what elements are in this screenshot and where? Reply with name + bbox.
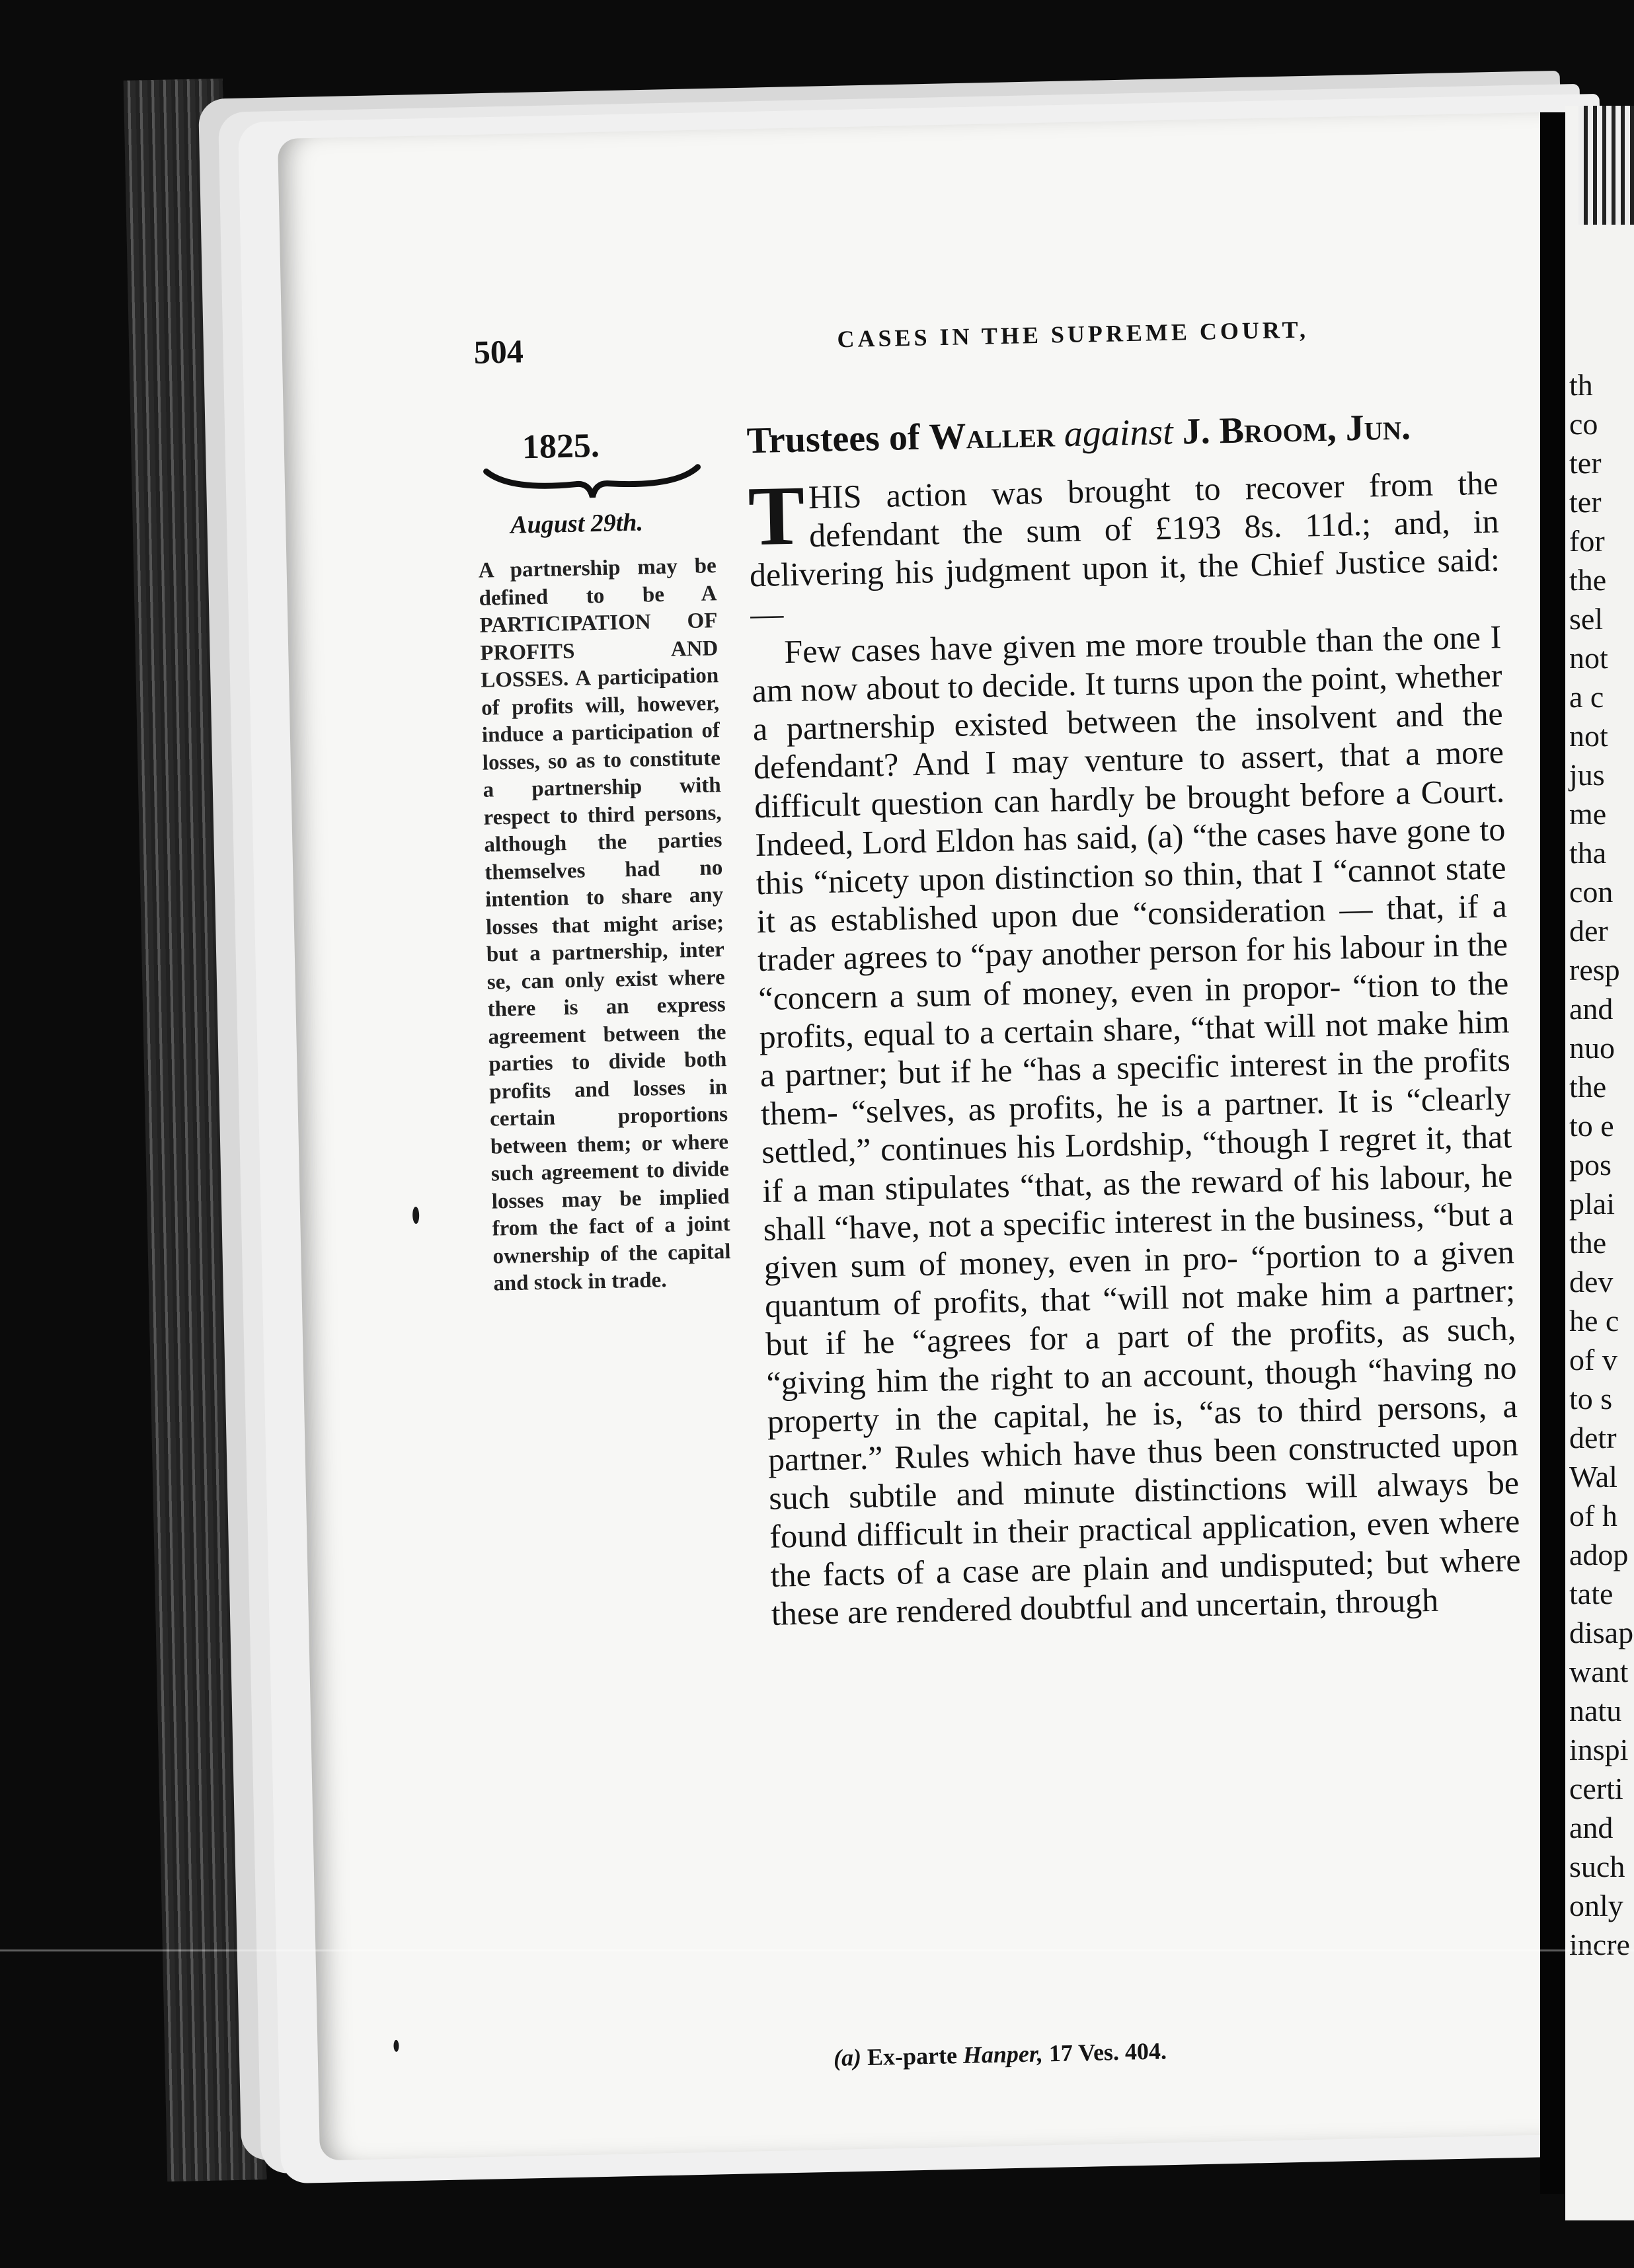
facing-page-fragment: th	[1569, 368, 1593, 402]
facing-page-fragment: Wal	[1569, 1460, 1617, 1493]
ink-speck	[393, 2040, 399, 2052]
facing-page-fragment: nuo	[1569, 1031, 1615, 1065]
facing-page-fragment: certi	[1569, 1772, 1623, 1805]
facing-page-fragment: detr	[1569, 1421, 1617, 1455]
facing-page-fragment: dev	[1569, 1265, 1614, 1299]
ink-speck	[412, 1207, 420, 1224]
footnote-name: Hanper,	[962, 2040, 1044, 2068]
case-year: 1825.	[522, 426, 600, 467]
case-versus: against	[1064, 411, 1174, 455]
running-head: CASES IN THE SUPREME COURT,	[837, 316, 1309, 353]
facing-page-fragment: disap	[1569, 1616, 1634, 1649]
footnote-source: Ex-parte	[867, 2042, 958, 2070]
facing-page-fragment: of h	[1569, 1499, 1617, 1532]
facing-page-fragment: a c	[1569, 680, 1604, 714]
footnote	[834, 2037, 1167, 2072]
facing-page-fragment: the	[1569, 1226, 1607, 1260]
facing-page-fragment: adop	[1569, 1538, 1629, 1571]
facing-page-fragment: for	[1569, 524, 1605, 558]
case-title-prefix: Trustees of	[746, 416, 921, 462]
facing-page-fragment: want	[1569, 1655, 1629, 1688]
case-defendant: J. Broom, Jun.	[1182, 406, 1411, 453]
facing-page-fragment: jus	[1569, 758, 1605, 792]
footnote-citation: 17 Ves. 404.	[1048, 2037, 1167, 2067]
facing-page-fragment: natu	[1569, 1694, 1622, 1727]
facing-page-fragment: of v	[1569, 1343, 1617, 1377]
judgment-paragraph: Few cases have given me more trouble than the one I am now about to decide. It turns upon the point, whether a partnership existed between the insolvent and the defendant? And I may venture to assert, that a more difficult question can hardly be brought before a Court. Indeed, Lord Eldon has said, (a) “the cases have gone to this “nicety upon distinction so thin, that I “cannot state it as established upon due “consideration — that, if a trader agrees to “pay another person for his labour in the “concern a sum of money, even in propor- “tion to the profits, equal to a certain share, “that will not make him a partner; but if he “has a specific interest in the profits them- “selves, as profits, he is a partner. It is “clearly settled,” continues his Lordship, “though I regret it, that if a man stipulates “that, as the reward of his labour, he shall “have, not a specific interest in the business, “but a given sum of money, even in pro- “portion to a given quantum of profits, that “will not make him a partner; but if he “agrees for a part of the profits, as such, “giving him the right to an account, though “having no property in the capital, he is, “as to third persons, a partner.” Rules which have thus been constructed upon such subtile and minute distinctions will always be found difficult in their practical application, even where the facts of a case are plain and undisputed; but where these are rendered doubtful and uncertain, through	[752, 618, 1522, 1632]
facing-page-fragment: only	[1569, 1889, 1623, 1922]
footnote-marker: (a)	[833, 2044, 862, 2072]
facing-page-fragment: ter	[1569, 446, 1602, 480]
opening-text: HIS action was brought to recover from the defendant the sum of £193 8s. 11d.; and, in delivering his judgment upon it, the Chief Justice said: —	[749, 464, 1500, 632]
facing-page-fragment: con	[1569, 875, 1614, 909]
case-plaintiff: Waller	[928, 414, 1056, 458]
facing-page-fragment: he c	[1569, 1304, 1619, 1338]
brace-ornament	[483, 461, 701, 505]
scan-artifact-line	[0, 1949, 1634, 1951]
facing-page-fragment: tha	[1569, 836, 1607, 870]
facing-page-fragment: and	[1569, 992, 1614, 1026]
facing-page-fragment: not	[1569, 641, 1608, 675]
facing-page-fragment: to s	[1569, 1382, 1613, 1416]
facing-page-fragment: such	[1569, 1850, 1625, 1883]
case-title	[746, 406, 1411, 462]
facing-page-edge	[1565, 106, 1634, 2220]
facing-page-fragment: pos	[1569, 1148, 1612, 1182]
facing-page-fragment: the	[1569, 1070, 1607, 1104]
facing-page-fragment: to e	[1569, 1109, 1614, 1143]
facing-page-fragment: inspi	[1569, 1733, 1629, 1766]
facing-page-fragment: incre	[1569, 1928, 1630, 1961]
facing-page-fragment: ter	[1569, 485, 1602, 519]
opening-paragraph	[748, 463, 1501, 633]
facing-page-fragment: resp	[1569, 953, 1620, 987]
facing-page-fragment: plai	[1569, 1187, 1615, 1221]
facing-page-fragment: and	[1569, 1811, 1614, 1844]
facing-page-fragment: tate	[1569, 1577, 1614, 1610]
page-content	[278, 112, 1596, 2161]
case-date: August 29th.	[510, 508, 644, 539]
drop-cap: T	[747, 468, 806, 564]
facing-page-fragment: me	[1569, 797, 1607, 831]
page-number: 504	[473, 332, 524, 371]
facing-page-fragment: co	[1569, 407, 1598, 441]
book-gutter	[1540, 112, 1567, 2194]
marginal-note: A partnership may be defined to be A PARTICIPATION OF PROFITS AND LOSSES. A participation of profits will, however, induce a participation of losses, so as to constitute a partnership with respect to third persons, although the parties themselves had no intention to share any losses that might arise; but a partnership, inter se, can only exist where there is an express agreement between the parties to divide both profits and losses in certain proportions between them; or where such agreement to divide losses may be implied from the fact of a joint ownership of the capital and stock in trade.	[478, 554, 731, 1296]
facing-page-fragment: the	[1569, 563, 1607, 597]
facing-page-fragment: not	[1569, 719, 1608, 753]
facing-page-fragment: sel	[1569, 602, 1604, 636]
facing-page-fragment: der	[1569, 914, 1608, 948]
left-page	[278, 112, 1596, 2161]
facing-page-corner	[1578, 106, 1634, 225]
body-text	[748, 463, 1522, 1632]
